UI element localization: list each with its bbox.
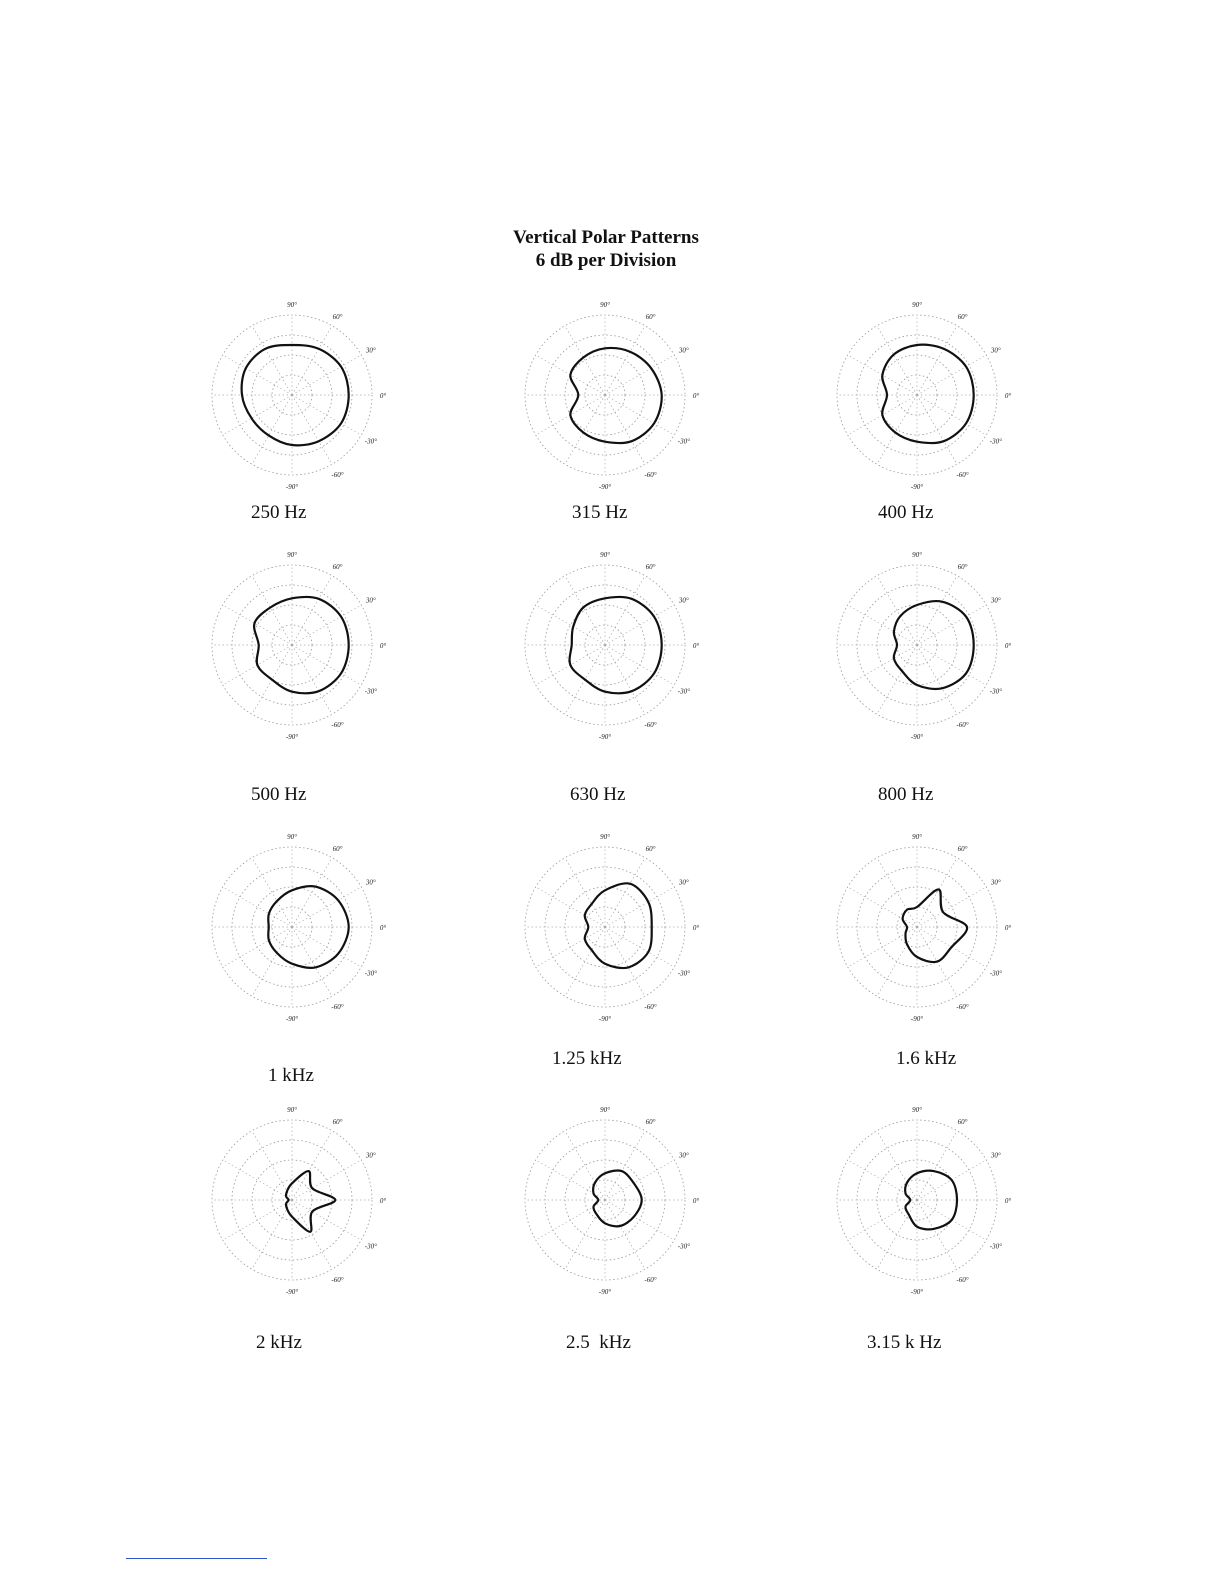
angle-label: 60°	[332, 563, 343, 572]
angle-label: -30°	[677, 969, 690, 978]
angle-label: -30°	[989, 969, 1002, 978]
grid-spoke	[605, 355, 674, 395]
grid-spoke	[565, 395, 605, 464]
polar-plot-2khz	[197, 1105, 387, 1295]
angle-label: -90°	[910, 1288, 924, 1296]
angle-label: 90°	[600, 1106, 610, 1114]
angle-label: 0°	[1004, 924, 1012, 932]
caption-630hz: 630 Hz	[570, 784, 626, 805]
grid-spoke	[292, 927, 332, 996]
angle-label: 30°	[365, 346, 376, 355]
grid-spoke	[605, 395, 645, 464]
grid-spoke	[292, 887, 361, 927]
angle-label: 60°	[957, 1118, 968, 1127]
grid-spoke	[292, 326, 332, 395]
grid-spoke	[877, 1200, 917, 1269]
angle-label: -30°	[364, 1242, 377, 1251]
grid-spoke	[877, 1131, 917, 1200]
caption-400hz: 400 Hz	[878, 502, 934, 523]
grid-spoke	[223, 1160, 292, 1200]
angle-label: 60°	[645, 313, 656, 322]
angle-label: 0°	[1004, 392, 1012, 400]
angle-label: -90°	[285, 733, 299, 741]
caption-800hz: 800 Hz	[878, 784, 934, 805]
grid-spoke	[223, 355, 292, 395]
grid-spoke	[223, 395, 292, 435]
angle-label: 30°	[990, 346, 1001, 355]
angle-label: -60°	[644, 1002, 657, 1011]
angle-label: 60°	[957, 563, 968, 572]
grid-spoke	[292, 605, 361, 645]
polar-pattern-curve	[286, 1171, 335, 1232]
angle-label: 30°	[365, 878, 376, 887]
angle-label: 90°	[912, 551, 922, 559]
polar-pattern-curve	[903, 889, 968, 962]
grid-spoke	[565, 326, 605, 395]
angle-label: 0°	[692, 1197, 700, 1205]
caption-250hz: 250 Hz	[251, 502, 307, 523]
angle-label: -90°	[598, 733, 612, 741]
grid-spoke	[605, 605, 674, 645]
grid-spoke	[223, 887, 292, 927]
angle-label: 0°	[1004, 1197, 1012, 1205]
angle-label: 90°	[287, 833, 297, 841]
angle-label: 90°	[287, 551, 297, 559]
angle-label: -60°	[956, 1002, 969, 1011]
angle-label: -60°	[956, 1275, 969, 1284]
angle-label: -90°	[910, 1015, 924, 1023]
caption-1-6khz: 1.6 kHz	[896, 1048, 957, 1069]
chart-subtitle: 6 dB per Division	[535, 250, 677, 271]
caption-2-5khz: 2.5 kHz	[566, 1332, 631, 1353]
footer-rule	[126, 1558, 267, 1559]
grid-spoke	[917, 645, 957, 714]
grid-spoke	[877, 858, 917, 927]
grid-spoke	[605, 326, 645, 395]
grid-spoke	[536, 605, 605, 645]
angle-label: 30°	[678, 346, 689, 355]
angle-label: 60°	[957, 313, 968, 322]
grid-spoke	[223, 927, 292, 967]
grid-spoke	[292, 355, 361, 395]
polar-plot-315hz	[510, 300, 700, 490]
grid-spoke	[917, 326, 957, 395]
grid-spoke	[252, 326, 292, 395]
angle-label: -90°	[598, 483, 612, 491]
caption-1-25khz: 1.25 kHz	[552, 1048, 622, 1069]
chart-title: Vertical Polar Patterns	[513, 227, 699, 248]
caption-500hz: 500 Hz	[251, 784, 307, 805]
angle-label: 90°	[600, 833, 610, 841]
angle-label: 0°	[692, 392, 700, 400]
caption-3-15khz: 3.15 k Hz	[867, 1332, 942, 1353]
angle-label: -60°	[331, 1275, 344, 1284]
angle-label: 0°	[379, 924, 387, 932]
angle-label: 0°	[1004, 642, 1012, 650]
polar-plot-250hz	[197, 300, 387, 490]
angle-label: -60°	[644, 720, 657, 729]
angle-label: 0°	[379, 642, 387, 650]
angle-label: -60°	[956, 470, 969, 479]
angle-label: -60°	[644, 1275, 657, 1284]
angle-label: 30°	[990, 1151, 1001, 1160]
polar-plot-400hz	[822, 300, 1012, 490]
grid-spoke	[292, 645, 361, 685]
polar-plot-1khz	[197, 832, 387, 1022]
angle-label: -60°	[644, 470, 657, 479]
angle-label: 30°	[990, 596, 1001, 605]
grid-spoke	[917, 355, 986, 395]
grid-spoke	[292, 645, 332, 714]
angle-label: 60°	[645, 845, 656, 854]
angle-label: -90°	[285, 483, 299, 491]
angle-label: 90°	[912, 833, 922, 841]
caption-2khz: 2 kHz	[256, 1332, 302, 1353]
angle-label: 90°	[912, 301, 922, 309]
angle-label: 60°	[332, 1118, 343, 1127]
angle-label: -60°	[331, 470, 344, 479]
polar-pattern-curve	[882, 345, 974, 443]
grid-spoke	[536, 887, 605, 927]
grid-spoke	[252, 1131, 292, 1200]
angle-label: -90°	[285, 1288, 299, 1296]
grid-spoke	[917, 605, 986, 645]
grid-spoke	[252, 395, 292, 464]
grid-spoke	[917, 1200, 957, 1269]
grid-spoke	[605, 887, 674, 927]
angle-label: -30°	[677, 1242, 690, 1251]
angle-label: 30°	[678, 596, 689, 605]
angle-label: 60°	[332, 845, 343, 854]
caption-315hz: 315 Hz	[572, 502, 628, 523]
angle-label: -30°	[364, 969, 377, 978]
angle-label: -60°	[331, 1002, 344, 1011]
angle-label: -60°	[331, 720, 344, 729]
grid-spoke	[252, 1200, 292, 1269]
angle-label: 90°	[600, 551, 610, 559]
angle-label: 90°	[287, 1106, 297, 1114]
angle-label: 60°	[645, 563, 656, 572]
angle-label: 30°	[990, 878, 1001, 887]
angle-label: -30°	[989, 687, 1002, 696]
angle-label: 90°	[287, 301, 297, 309]
angle-label: -90°	[285, 1015, 299, 1023]
polar-pattern-curve	[585, 883, 652, 968]
grid-spoke	[848, 887, 917, 927]
angle-label: -60°	[956, 720, 969, 729]
grid-spoke	[877, 576, 917, 645]
angle-label: 30°	[678, 878, 689, 887]
polar-plot-630hz	[510, 550, 700, 740]
grid-spoke	[917, 395, 957, 464]
grid-spoke	[565, 1131, 605, 1200]
angle-label: 30°	[365, 1151, 376, 1160]
grid-spoke	[292, 395, 332, 464]
angle-label: -90°	[910, 733, 924, 741]
grid-spoke	[292, 395, 361, 435]
polar-plot-1-25khz	[510, 832, 700, 1022]
grid-spoke	[252, 576, 292, 645]
polar-plot-3-15khz	[822, 1105, 1012, 1295]
angle-label: 60°	[957, 845, 968, 854]
angle-label: 0°	[379, 392, 387, 400]
grid-spoke	[605, 645, 645, 714]
angle-label: -90°	[910, 483, 924, 491]
angle-label: 0°	[379, 1197, 387, 1205]
grid-spoke	[877, 927, 917, 996]
angle-label: 60°	[332, 313, 343, 322]
angle-label: 60°	[645, 1118, 656, 1127]
angle-label: -30°	[677, 687, 690, 696]
angle-label: 30°	[678, 1151, 689, 1160]
page-title	[0, 226, 1212, 272]
angle-label: 0°	[692, 924, 700, 932]
angle-label: -30°	[364, 687, 377, 696]
angle-label: 0°	[692, 642, 700, 650]
grid-spoke	[565, 1200, 605, 1269]
angle-label: -30°	[989, 437, 1002, 446]
grid-spoke	[292, 927, 361, 967]
polar-plot-800hz	[822, 550, 1012, 740]
caption-1khz: 1 kHz	[268, 1065, 314, 1086]
grid-spoke	[917, 887, 986, 927]
grid-spoke	[223, 1200, 292, 1240]
polar-plot-500hz	[197, 550, 387, 740]
polar-plot-2-5khz	[510, 1105, 700, 1295]
angle-label: -30°	[989, 1242, 1002, 1251]
polar-plot-1-6khz	[822, 832, 1012, 1022]
angle-label: -30°	[364, 437, 377, 446]
angle-label: -30°	[677, 437, 690, 446]
angle-label: 90°	[912, 1106, 922, 1114]
angle-label: 90°	[600, 301, 610, 309]
angle-label: -90°	[598, 1015, 612, 1023]
angle-label: 30°	[365, 596, 376, 605]
angle-label: -90°	[598, 1288, 612, 1296]
